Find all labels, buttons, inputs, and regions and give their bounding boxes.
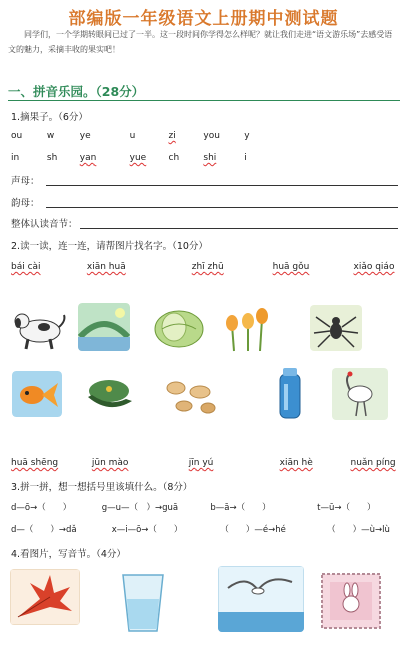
- seagull-picture: [218, 566, 304, 632]
- syllable: you: [203, 131, 220, 141]
- bridge-picture: [78, 303, 130, 351]
- thermos-picture: [272, 366, 308, 420]
- q1-row-2: [11, 153, 264, 163]
- syllable: yue: [129, 153, 147, 163]
- fill-blank[interactable]: d—ō→（ ）: [11, 503, 72, 513]
- section-divider: [8, 100, 400, 101]
- flowers-picture: [220, 303, 272, 353]
- fill-blank[interactable]: b—ā→（ ）: [210, 503, 271, 513]
- pinyin-label: xiǎo qiáo: [353, 262, 395, 272]
- syllable: i: [244, 153, 247, 163]
- section-heading: 一、拼音乐园。（28分）: [8, 84, 145, 99]
- syllable: ch: [168, 153, 180, 163]
- fill-blank[interactable]: t—ū→（ ）: [317, 503, 376, 513]
- fill-blank[interactable]: （ ）—é→hé: [220, 525, 286, 535]
- syllable: zi: [168, 131, 176, 141]
- q3-row-1: [11, 501, 375, 513]
- syllable: y: [244, 131, 250, 141]
- syllable: w: [46, 131, 55, 141]
- pinyin-label: bái cài: [11, 262, 41, 272]
- q2-bottom-labels: [11, 458, 396, 468]
- answer-line-zhengti[interactable]: [80, 228, 398, 229]
- fill-blank[interactable]: x—i—ō→（ ）: [111, 525, 183, 535]
- answer-line-shengmu[interactable]: [46, 185, 398, 186]
- peanut-picture: [162, 378, 218, 416]
- label-shengmu: 声母：: [11, 176, 40, 187]
- intro-text: 同学们，一个学期转眼间已过了一半。这一段时间你学得怎么样呢？就让我们走进“语文游乐场”去感受语文的魅力，采摘丰收的果实吧！: [8, 30, 393, 54]
- pinyin-label: nuǎn píng: [350, 458, 396, 468]
- army-cap-picture: [82, 375, 136, 415]
- question-1-title: 1.摘果子。（6分）: [11, 112, 88, 123]
- pinyin-label: jīn yú: [188, 458, 214, 468]
- syllable: ou: [11, 131, 23, 141]
- dog-picture: [10, 303, 68, 353]
- pinyin-label: jūn mào: [91, 458, 129, 468]
- cabbage-picture: [152, 305, 206, 351]
- goldfish-picture: [12, 371, 62, 417]
- stamp-picture: [320, 572, 382, 630]
- fill-blank[interactable]: （ ）—ù→lù: [327, 525, 390, 535]
- question-3-title: 3.拼一拼，想一想括号里该填什么。（8分）: [11, 482, 193, 493]
- syllable: ye: [79, 131, 91, 141]
- q1-row-1: [11, 131, 264, 141]
- label-yunmu: 韵母：: [11, 198, 40, 209]
- syllable: shi: [203, 153, 217, 163]
- pinyin-label: xiān huā: [86, 262, 126, 272]
- glass-cup-picture: [115, 569, 171, 635]
- leaf-picture: [10, 569, 80, 625]
- pinyin-label: xiān hè: [279, 458, 313, 468]
- spider-picture: [310, 305, 362, 351]
- pinyin-label: zhī zhū: [191, 262, 224, 272]
- fill-blank[interactable]: d—（ ）→dǎ: [11, 525, 77, 535]
- pinyin-label: huā shēng: [11, 458, 59, 468]
- page-title: 部编版一年级语文上册期中测试题: [68, 9, 339, 29]
- syllable: in: [11, 153, 20, 163]
- syllable: sh: [46, 153, 58, 163]
- q2-top-labels: [11, 262, 394, 272]
- answer-line-yunmu[interactable]: [46, 207, 398, 208]
- label-zhengti: 整体认读音节：: [11, 219, 78, 230]
- question-4-title: 4.看图片，写音节。（4分）: [11, 549, 126, 560]
- fill-blank[interactable]: g—u—（ ）→guā: [101, 503, 179, 513]
- pinyin-label: huā gǒu: [272, 262, 310, 272]
- syllable: yan: [79, 153, 97, 163]
- crane-picture: [332, 368, 388, 420]
- q3-row-2: [11, 523, 390, 535]
- syllable: u: [129, 131, 136, 141]
- question-2-title: 2.读一读，连一连，请帮图片找名字。（10分）: [11, 241, 208, 252]
